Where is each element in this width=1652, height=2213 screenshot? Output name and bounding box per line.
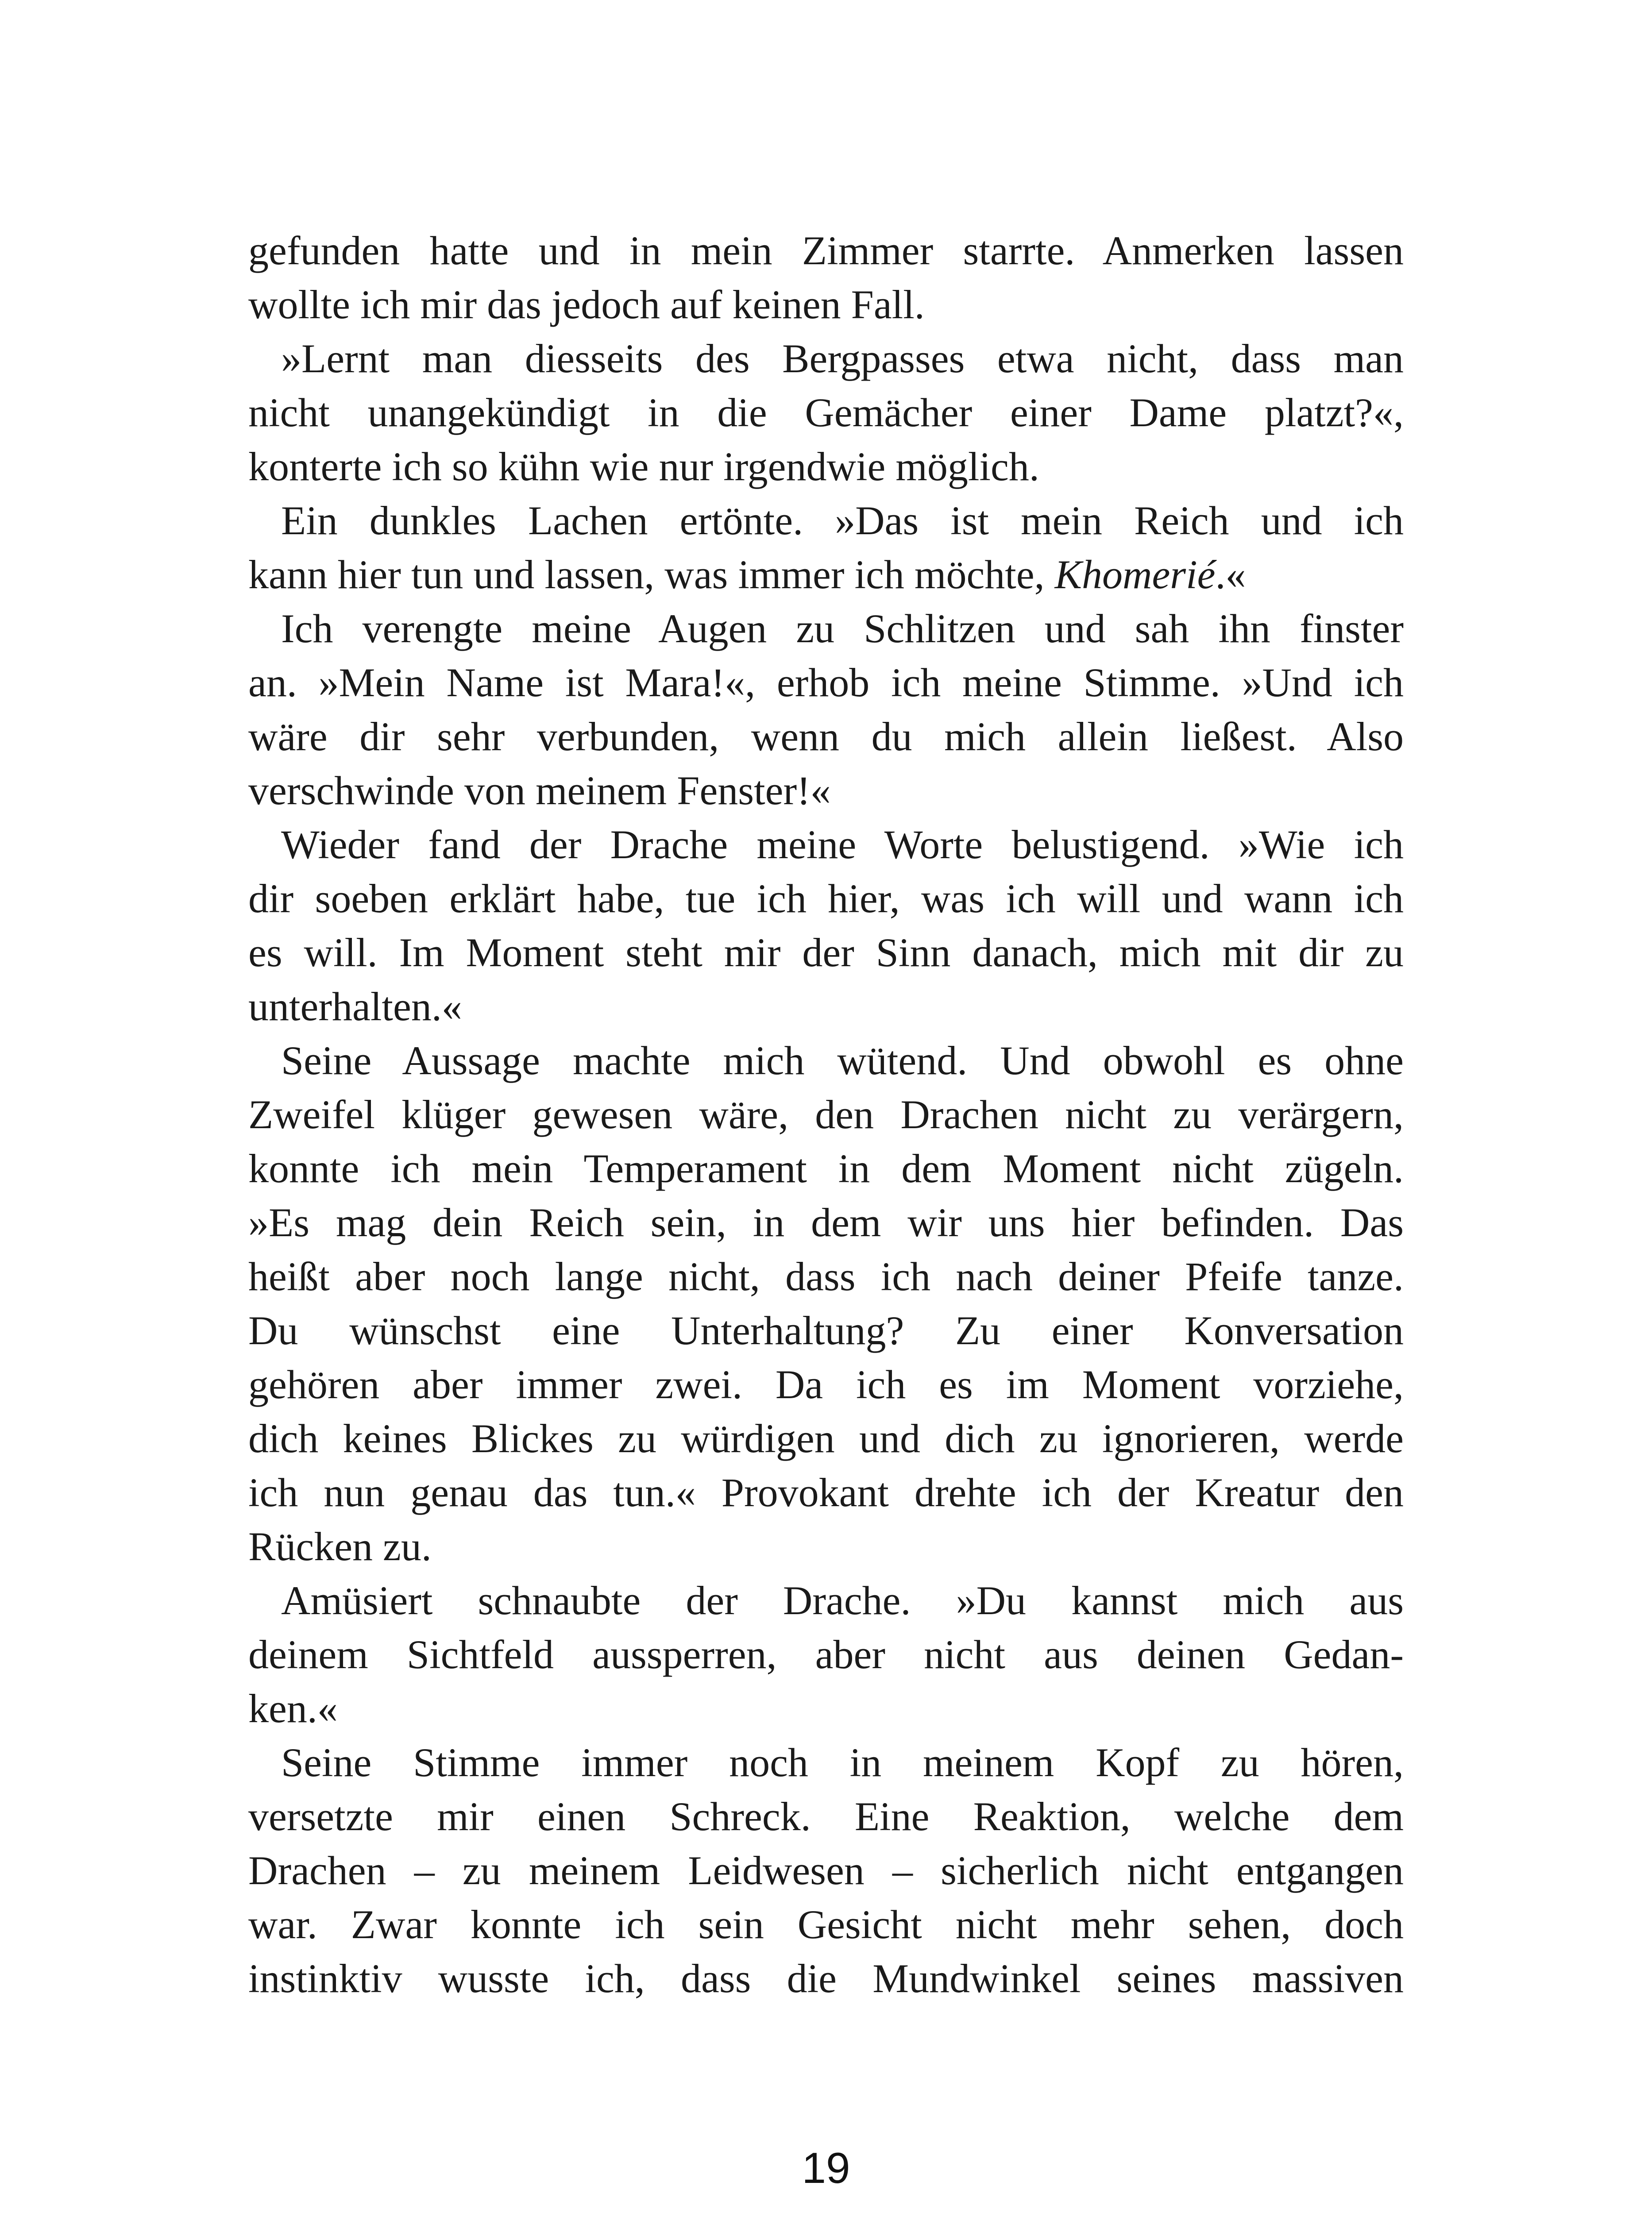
text-line: Amüsiert schnaubte der Drache. »Du kannst mich aus — [281, 1578, 1404, 1623]
text-line: Seine Stimme immer noch in meinem Kopf zu hören, — [281, 1740, 1404, 1785]
page-number: 19 — [802, 2144, 850, 2192]
text-line: wollte ich mir das jedoch auf keinen Fall. — [248, 282, 925, 327]
text-line: Rücken zu. — [248, 1524, 432, 1569]
text-line: war. Zwar konnte ich sein Gesicht nicht mehr sehen, doch — [248, 1902, 1404, 1947]
text-line: an. »Mein Name ist Mara!«, erhob ich meine Stimme. »Und ich — [248, 660, 1404, 705]
text-line: konnte ich mein Temperament in dem Moment nicht zügeln. — [248, 1146, 1404, 1191]
text-line: Seine Aussage machte mich wütend. Und obwohl es ohne — [281, 1038, 1404, 1083]
text-line: wäre dir sehr verbunden, wenn du mich allein ließest. Also — [248, 714, 1404, 759]
text-line: Wieder fand der Drache meine Worte belustigend. »Wie ich — [281, 822, 1404, 867]
text-line: heißt aber noch lange nicht, dass ich nach deiner Pfeife tanze. — [248, 1254, 1404, 1299]
text-line: Ich verengte meine Augen zu Schlitzen und sah ihn finster — [281, 606, 1404, 651]
text-line: dir soeben erklärt habe, tue ich hier, was ich will und wann ich — [248, 876, 1404, 921]
text-line: Du wünschst eine Unterhaltung? Zu einer Konversation — [248, 1308, 1404, 1353]
text-line: Zweifel klüger gewesen wäre, den Drachen nicht zu verärgern, — [248, 1092, 1404, 1137]
text-line — [248, 547, 1404, 601]
text-line: unterhalten.« — [248, 984, 462, 1029]
text-line: ken.« — [248, 1686, 338, 1731]
text-line: dich keines Blickes zu würdigen und dich zu ignorieren, werde — [248, 1416, 1404, 1461]
body-text — [248, 224, 1404, 2005]
closing-quote: .« — [1215, 552, 1246, 597]
text-line: es will. Im Moment steht mir der Sinn danach, mich mit dir zu — [248, 930, 1404, 975]
text-line: gefunden hatte und in mein Zimmer starrte. Anmerken lassen — [248, 228, 1404, 273]
text-line: nicht unangekündigt in die Gemächer einer Dame platzt?«, — [248, 390, 1404, 435]
italic-name: Khomerié — [1054, 552, 1216, 597]
text-line: konterte ich so kühn wie nur irgendwie möglich. — [248, 444, 1039, 489]
text-line: »Lernt man diesseits des Bergpasses etwa nicht, dass man — [281, 336, 1404, 381]
text-line: Ein dunkles Lachen ertönte. »Das ist mein Reich und ich — [281, 498, 1404, 543]
text-line: Drachen – zu meinem Leidwesen – sicherlich nicht entgangen — [248, 1848, 1404, 1893]
text-line: deinem Sichtfeld aussperren, aber nicht aus deinen Gedan- — [248, 1632, 1404, 1677]
text-line: verschwinde von meinem Fenster!« — [248, 768, 831, 813]
text-line: versetzte mir einen Schreck. Eine Reaktion, welche dem — [248, 1794, 1404, 1839]
text-line-start: kann hier tun und lassen, was immer ich möchte, — [248, 552, 1045, 597]
text-line: ich nun genau das tun.« Provokant drehte ich der Kreatur den — [248, 1470, 1404, 1515]
text-line: instinktiv wusste ich, dass die Mundwinkel seines massiven — [248, 1956, 1404, 2001]
text-line: gehören aber immer zwei. Da ich es im Moment vorziehe, — [248, 1362, 1404, 1407]
text-line: »Es mag dein Reich sein, in dem wir uns hier befinden. Das — [248, 1200, 1404, 1245]
